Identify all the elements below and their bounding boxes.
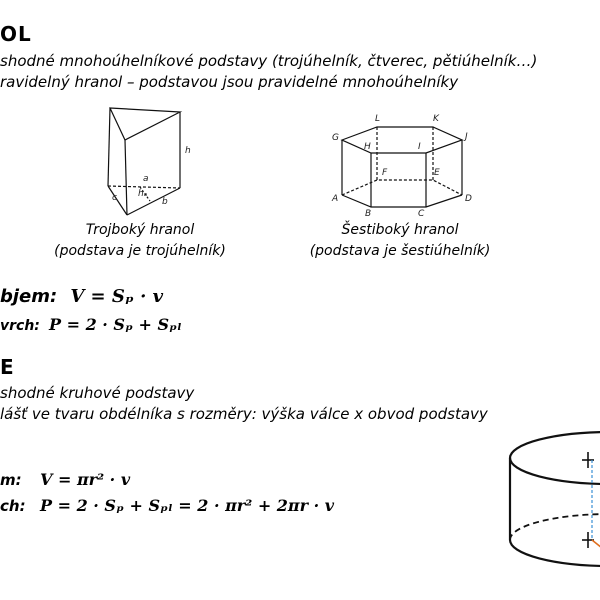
fig2-label-C: C <box>418 209 425 219</box>
fig2-label-K: K <box>433 114 439 124</box>
prism-surface-formula: P = 2 · Sₚ + Sₚₗ <box>49 315 182 334</box>
prism-section-title: OL <box>0 22 32 46</box>
fig1-label-h: h <box>185 146 191 156</box>
fig1-label-ha: hₐ <box>138 189 148 199</box>
cylinder-definition-line: shodné kruhové podstavy <box>0 384 195 402</box>
prism-surface-label: vrch: <box>0 318 40 334</box>
fig2-label-E: E <box>434 168 440 178</box>
cylinder-surface-label: ch: <box>0 497 26 515</box>
triangular-prism-caption: Trojboký hranol <box>85 222 195 238</box>
fig2-label-H: H <box>364 142 371 152</box>
hexagonal-prism-caption: Šestiboký hranol <box>341 222 459 238</box>
fig2-label-F: F <box>382 168 388 178</box>
fig2-label-G: G <box>332 133 339 143</box>
prism-definition-line: shodné mnohoúhelníkové podstavy (trojúhelník, čtverec, pětiúhelník…) <box>0 52 538 70</box>
cylinder-surface-formula: P = 2 · Sₚ + Sₚₗ = 2 · πr² + 2πr · v <box>40 496 335 515</box>
prism-volume-label: bjem: <box>0 286 58 307</box>
cylinder-section-title: E <box>0 355 15 379</box>
cylinder-volume-formula: V = πr² · v <box>40 470 131 489</box>
fig2-label-L: L <box>375 114 381 124</box>
hexagonal-prism-caption-sub: (podstava je šestiúhelník) <box>309 243 491 259</box>
fig2-label-I: I <box>418 142 421 152</box>
cylinder-mantle-line: lášť ve tvaru obdélníka s rozměry: výška válce x obvod podstavy <box>0 405 488 423</box>
fig2-label-A: A <box>332 194 339 204</box>
regular-prism-definition-line: ravidelný hranol – podstavou jsou pravidelné mnohoúhelníky <box>0 73 459 91</box>
fig2-label-J: J <box>465 132 468 142</box>
fig2-label-B: B <box>365 209 372 219</box>
cylinder-volume-label: m: <box>0 471 22 489</box>
fig2-label-D: D <box>465 194 472 204</box>
fig1-label-c: c <box>112 193 117 203</box>
fig1-label-b: b <box>162 197 168 207</box>
fig1-label-a: a <box>143 174 149 184</box>
triangular-prism-caption-sub: (podstava je trojúhelník) <box>54 243 226 259</box>
prism-volume-formula: V = Sₚ · v <box>70 286 164 307</box>
